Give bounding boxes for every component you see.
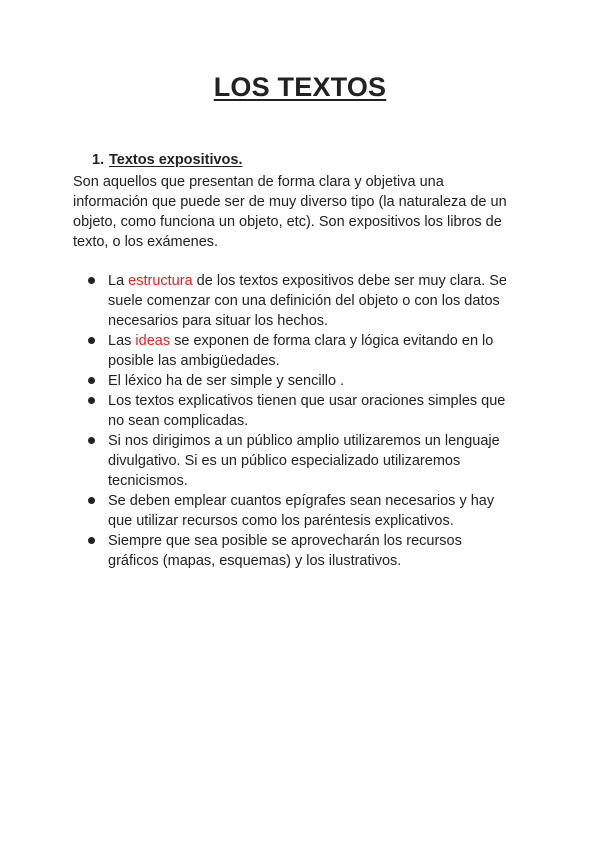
bullet-dot-icon — [88, 277, 95, 284]
section-number: 1. — [92, 152, 105, 168]
page-title: LOS TEXTOS — [213, 72, 387, 102]
bullet-text: se exponen de forma clara y lógica evitando en lo — [170, 333, 494, 349]
bullet-line: Se deben emplear cuantos epígrafes sean necesarios y hay — [108, 493, 495, 509]
bullet-line: divulgativo. Si es un público especializado utilizaremos — [108, 453, 461, 469]
section-heading — [92, 152, 243, 168]
intro-line: texto, o los exámenes. — [73, 234, 219, 250]
bullet-text: de los textos expositivos debe ser muy clara. Se — [192, 273, 507, 289]
section-label: Textos expositivos. — [109, 152, 243, 168]
bullet-line: El léxico ha de ser simple y sencillo . — [108, 373, 345, 389]
bullet-line: que utilizar recursos como los paréntesis explicativos. — [108, 513, 454, 529]
bullet-dot-icon — [88, 537, 95, 544]
bullet-dot-icon — [88, 337, 95, 344]
bullet-text: Las — [108, 333, 136, 349]
bullet-list — [0, 271, 600, 571]
bullet-item — [0, 371, 600, 391]
bullet-item — [0, 271, 600, 331]
bullet-item — [0, 531, 600, 571]
bullet-text: La — [108, 273, 129, 289]
bullet-line — [108, 331, 600, 351]
highlighted-keyword: estructura — [128, 273, 193, 289]
bullet-line: Los textos explicativos tienen que usar oraciones simples que — [108, 393, 506, 409]
bullet-line: no sean complicadas. — [108, 413, 249, 429]
highlighted-keyword: ideas — [135, 333, 171, 349]
intro-line: información que puede ser de muy diverso tipo (la naturaleza de un — [73, 194, 507, 210]
bullet-line: gráficos (mapas, esquemas) y los ilustrativos. — [108, 553, 402, 569]
bullet-line — [108, 271, 600, 291]
bullet-item — [0, 491, 600, 531]
bullet-item — [0, 431, 600, 491]
bullet-line: Siempre que sea posible se aprovecharán los recursos — [108, 533, 462, 549]
bullet-dot-icon — [88, 437, 95, 444]
bullet-line: posible las ambigüedades. — [108, 353, 280, 369]
bullet-item — [0, 391, 600, 431]
bullet-line: suele comenzar con una definición del objeto o con los datos — [108, 293, 500, 309]
bullet-line: necesarios para situar los hechos. — [108, 313, 329, 329]
intro-paragraph — [73, 172, 533, 252]
bullet-dot-icon — [88, 397, 95, 404]
bullet-line: tecnicismos. — [108, 473, 188, 489]
bullet-item — [0, 331, 600, 371]
intro-line: Son aquellos que presentan de forma clara y objetiva una — [73, 174, 444, 190]
bullet-line: Si nos dirigimos a un público amplio utilizaremos un lenguaje — [108, 433, 500, 449]
intro-line: objeto, como funciona un objeto, etc). Son expositivos los libros de — [73, 214, 502, 230]
bullet-dot-icon — [88, 497, 95, 504]
bullet-dot-icon — [88, 377, 95, 384]
